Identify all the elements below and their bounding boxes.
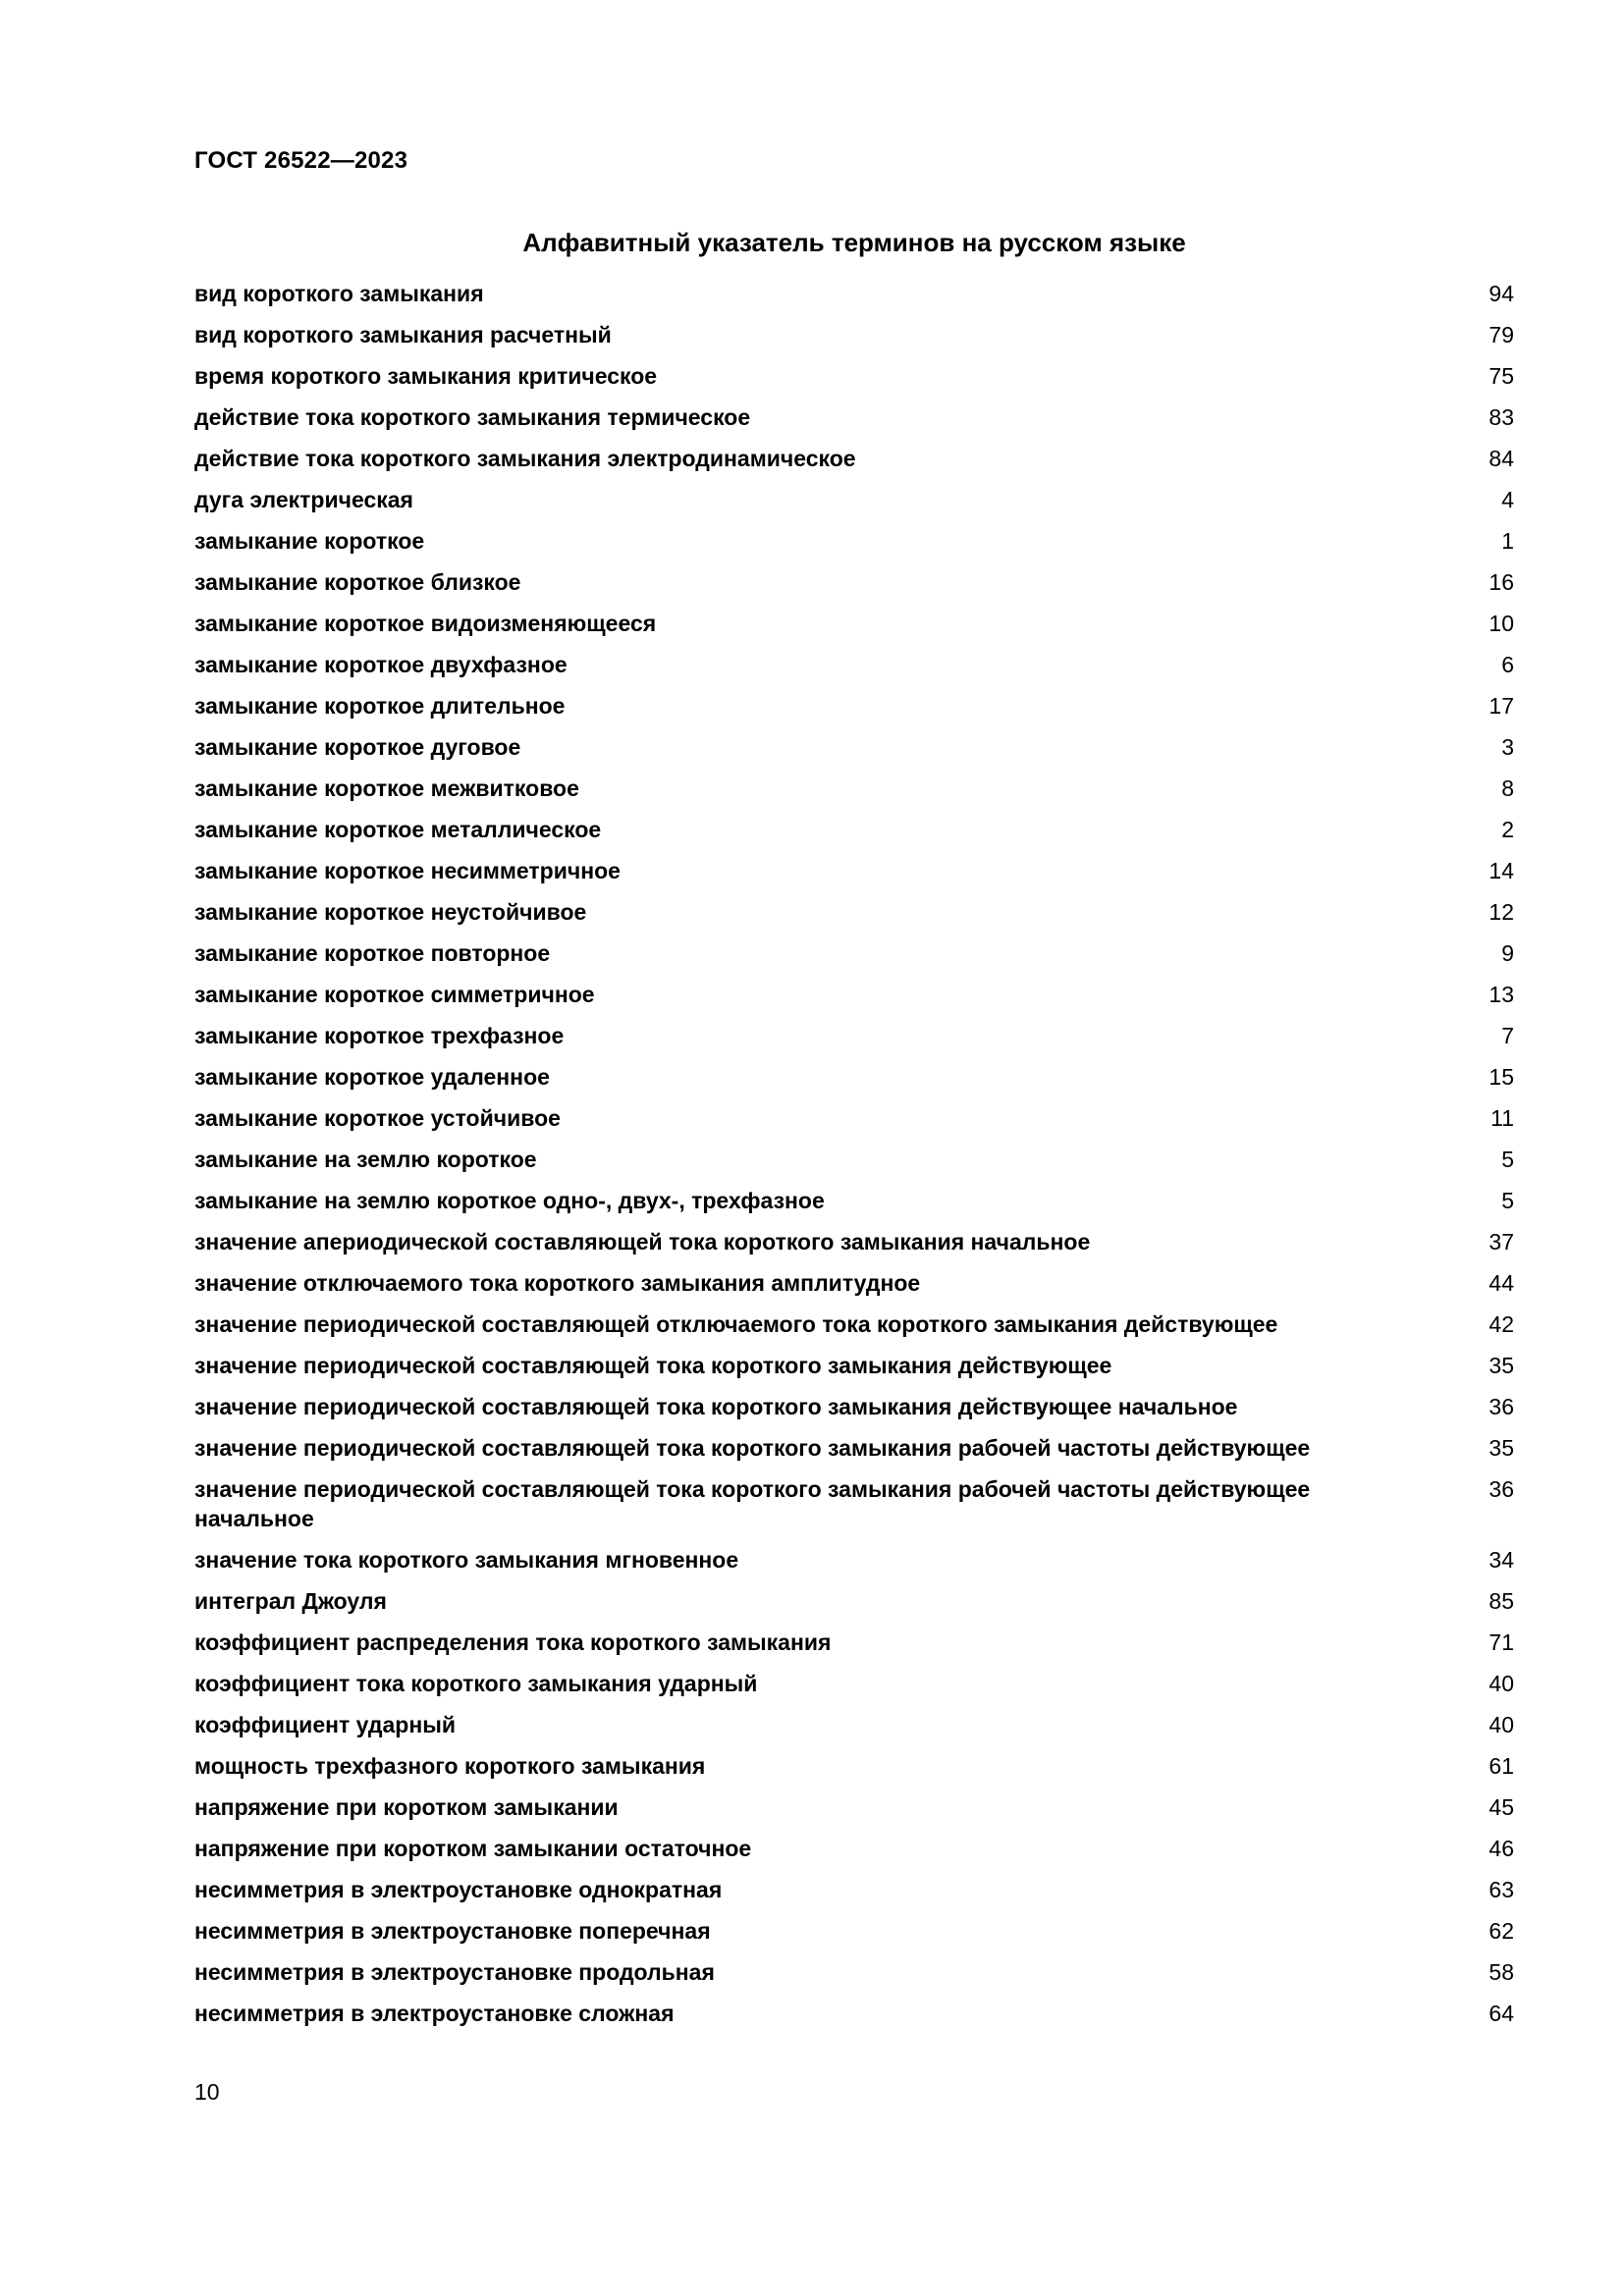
index-entry: [194, 605, 1514, 642]
index-entry-number: 62: [1489, 1918, 1514, 1944]
index-term: значение периодической составляющей тока короткого замыкания рабочей частоты действующее начальное: [194, 1476, 1311, 1531]
index-entry-number: 37: [1489, 1229, 1514, 1255]
index-entry-number: 13: [1489, 982, 1514, 1007]
index-entry-number: 36: [1489, 1394, 1514, 1419]
index-term: замыкание короткое несимметричное: [194, 858, 621, 883]
index-entry-number: 63: [1489, 1877, 1514, 1902]
index-term: замыкание короткое близкое: [194, 569, 521, 595]
page-number: 10: [194, 2079, 220, 2105]
index-entry: [194, 852, 1514, 889]
index-term: значение апериодической составляющей тока короткого замыкания начальное: [194, 1229, 1091, 1255]
index-entry-number: 12: [1489, 899, 1514, 925]
index-term: интеграл Джоуля: [194, 1588, 387, 1614]
index-term: мощность трехфазного короткого замыкания: [194, 1753, 706, 1779]
index-entry-number: 75: [1489, 363, 1514, 389]
index-entry-number: 61: [1489, 1753, 1514, 1779]
index-entry-number: 11: [1490, 1105, 1514, 1131]
index-term: значение тока короткого замыкания мгновенное: [194, 1547, 739, 1573]
index-term: значение периодической составляющей тока короткого замыкания действующее: [194, 1353, 1112, 1378]
index-term: вид короткого замыкания: [194, 281, 484, 306]
index-term: коэффициент распределения тока короткого замыкания: [194, 1629, 832, 1655]
index-term: коэффициент ударный: [194, 1712, 456, 1737]
index-term: замыкание короткое двухфазное: [194, 652, 568, 677]
index-term: значение периодической составляющей тока короткого замыкания рабочей частоты действующее: [194, 1435, 1311, 1461]
index-entry-number: 35: [1489, 1353, 1514, 1378]
index-term: замыкание на землю короткое одно-, двух-, трехфазное: [194, 1188, 825, 1213]
index-term: несимметрия в электроустановке однократная: [194, 1877, 723, 1902]
index-entry: [194, 1264, 1514, 1302]
index-term: замыкание короткое устойчивое: [194, 1105, 561, 1131]
index-entry: [194, 1665, 1514, 1702]
index-entry: [194, 1871, 1514, 1908]
index-entry-number: 46: [1489, 1836, 1514, 1861]
index-entry-number: 6: [1501, 652, 1514, 677]
index-term: напряжение при коротком замыкании: [194, 1794, 619, 1820]
index-entry: [194, 1953, 1514, 1991]
index-entry: [194, 1470, 1514, 1537]
index-entry-number: 64: [1489, 2001, 1514, 2026]
index-term: значение периодической составляющей тока короткого замыкания действующее начальное: [194, 1394, 1238, 1419]
index-entry: [194, 1017, 1514, 1054]
index-term: коэффициент тока короткого замыкания ударный: [194, 1671, 758, 1696]
index-entry: [194, 399, 1514, 436]
index-entry-number: 45: [1489, 1794, 1514, 1820]
index-title: Алфавитный указатель терминов на русском языке: [522, 228, 1186, 257]
index-entry-number: 94: [1489, 281, 1514, 306]
index-entry-number: 83: [1489, 404, 1514, 430]
index-entry: [194, 563, 1514, 601]
index-entry: [194, 1306, 1514, 1343]
index-term: несимметрия в электроустановке продольная: [194, 1959, 715, 1985]
index-entry-number: 4: [1501, 487, 1514, 512]
standard-code-header: ГОСТ 26522—2023: [194, 147, 408, 174]
index-entry-number: 42: [1489, 1311, 1514, 1337]
index-term: вид короткого замыкания расчетный: [194, 322, 612, 347]
index-entry-number: 36: [1489, 1476, 1514, 1502]
index-entry: [194, 316, 1514, 353]
index-term: замыкание короткое неустойчивое: [194, 899, 587, 925]
index-term: значение отключаемого тока короткого замыкания амплитудное: [194, 1270, 921, 1296]
index-entry-number: 44: [1489, 1270, 1514, 1296]
index-entry: [194, 687, 1514, 724]
index-term: замыкание короткое повторное: [194, 940, 551, 966]
index-entry-number: 5: [1501, 1188, 1514, 1213]
index-entry: [194, 646, 1514, 683]
index-entry-number: 8: [1501, 775, 1514, 801]
index-entry-number: 7: [1501, 1023, 1514, 1048]
index-entry: [194, 1706, 1514, 1743]
index-entry: [194, 1429, 1514, 1467]
index-list: [194, 275, 1514, 2036]
index-entry: [194, 934, 1514, 972]
index-term: действие тока короткого замыкания термическое: [194, 404, 751, 430]
index-entry: [194, 893, 1514, 931]
index-term: дуга электрическая: [194, 487, 413, 512]
index-entry: [194, 357, 1514, 395]
index-entry-number: 9: [1501, 940, 1514, 966]
index-term: замыкание короткое симметричное: [194, 982, 595, 1007]
index-entry-number: 58: [1489, 1959, 1514, 1985]
index-entry: [194, 1347, 1514, 1384]
index-entry: [194, 481, 1514, 518]
index-entry: [194, 1058, 1514, 1095]
index-entry-number: 15: [1489, 1064, 1514, 1090]
index-entry: [194, 1789, 1514, 1826]
index-term: напряжение при коротком замыкании остаточное: [194, 1836, 752, 1861]
index-entry: [194, 1747, 1514, 1785]
index-entry-number: 71: [1489, 1629, 1514, 1655]
index-entry-number: 34: [1489, 1547, 1514, 1573]
index-entry-number: 1: [1501, 528, 1514, 554]
index-entry: [194, 770, 1514, 807]
index-term: замыкание короткое дуговое: [194, 734, 521, 760]
index-entry: [194, 1995, 1514, 2032]
index-term: замыкание короткое видоизменяющееся: [194, 611, 657, 636]
index-entry: [194, 1388, 1514, 1425]
index-entry: [194, 1541, 1514, 1578]
index-term: замыкание короткое длительное: [194, 693, 566, 719]
index-entry: [194, 1912, 1514, 1949]
index-term: замыкание короткое металлическое: [194, 817, 602, 842]
index-entry-number: 84: [1489, 446, 1514, 471]
index-entry-number: 17: [1489, 693, 1514, 719]
index-entry-number: 3: [1501, 734, 1514, 760]
index-entry-number: 85: [1489, 1588, 1514, 1614]
index-entry-number: 10: [1489, 611, 1514, 636]
index-term: замыкание короткое трехфазное: [194, 1023, 565, 1048]
index-term: замыкание короткое межвитковое: [194, 775, 579, 801]
index-term: действие тока короткого замыкания электродинамическое: [194, 446, 856, 471]
index-entry: [194, 1624, 1514, 1661]
index-term: замыкание на землю короткое: [194, 1147, 537, 1172]
index-entry: [194, 1141, 1514, 1178]
index-entry-number: 2: [1501, 817, 1514, 842]
index-entry: [194, 1582, 1514, 1620]
index-entry: [194, 1830, 1514, 1867]
index-entry-number: 16: [1489, 569, 1514, 595]
index-entry-number: 14: [1489, 858, 1514, 883]
index-entry: [194, 1223, 1514, 1260]
index-term: несимметрия в электроустановке поперечная: [194, 1918, 711, 1944]
index-entry: [194, 1182, 1514, 1219]
index-term: время короткого замыкания критическое: [194, 363, 658, 389]
index-entry: [194, 1099, 1514, 1137]
index-entry: [194, 976, 1514, 1013]
index-entry: [194, 275, 1514, 312]
index-entry-number: 79: [1489, 322, 1514, 347]
index-term: несимметрия в электроустановке сложная: [194, 2001, 675, 2026]
index-entry-number: 40: [1489, 1712, 1514, 1737]
index-term: замыкание короткое удаленное: [194, 1064, 550, 1090]
index-term: значение периодической составляющей отключаемого тока короткого замыкания действующее: [194, 1311, 1278, 1337]
index-entry-number: 40: [1489, 1671, 1514, 1696]
index-entry: [194, 440, 1514, 477]
index-entry: [194, 522, 1514, 560]
index-entry-number: 35: [1489, 1435, 1514, 1461]
index-entry-number: 5: [1501, 1147, 1514, 1172]
index-entry: [194, 811, 1514, 848]
index-entry: [194, 728, 1514, 766]
index-term: замыкание короткое: [194, 528, 425, 554]
